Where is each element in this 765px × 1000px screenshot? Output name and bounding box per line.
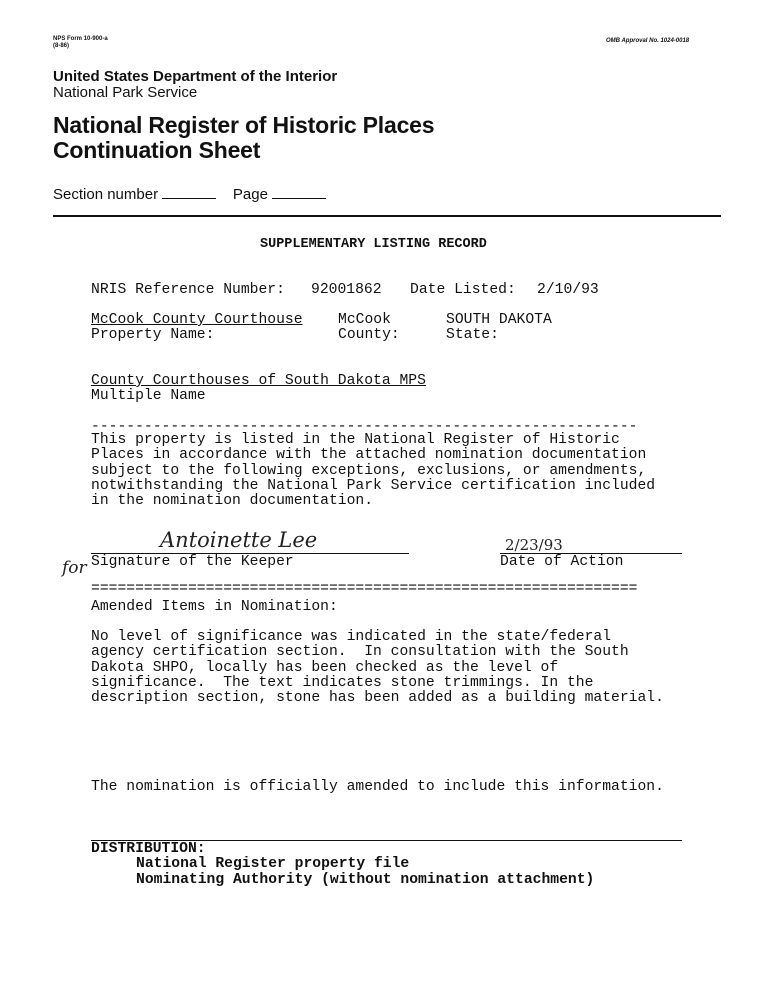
statement-line: notwithstanding the National Park Service certification included xyxy=(91,477,656,494)
date-of-action-label: Date of Action xyxy=(500,554,624,570)
distribution-item: Nominating Authority (without nomination attachment) xyxy=(136,872,595,888)
amended-heading: Amended Items in Nomination: xyxy=(91,599,338,615)
header-rule xyxy=(53,215,721,217)
multiple-name-value: County Courthouses of South Dakota MPS xyxy=(91,373,426,389)
page-label: Page xyxy=(232,186,268,203)
listing-statement xyxy=(91,433,655,509)
date-listed-label: Date Listed: xyxy=(410,282,516,298)
dash-divider: -------------------------------------------------------------- xyxy=(91,419,638,435)
county-label: County: xyxy=(338,327,400,343)
amended-text xyxy=(91,630,664,706)
property-name-label: Property Name: xyxy=(91,327,215,343)
county-value: McCook xyxy=(338,312,391,328)
form-date-code: (8-86) xyxy=(53,43,70,49)
action-date-handwritten: 2/23/93 xyxy=(505,536,563,554)
signature-label: Signature of the Keeper xyxy=(91,554,294,570)
property-name-value: McCook County Courthouse xyxy=(91,312,303,328)
nris-label: NRIS Reference Number: xyxy=(91,282,285,298)
amended-line: significance. The text indicates stone trimmings. In the xyxy=(91,674,594,691)
amended-line: No level of significance was indicated in the state/federal xyxy=(91,629,612,645)
section-number-blank xyxy=(162,197,216,199)
section-page-line xyxy=(53,186,326,203)
multiple-name-label: Multiple Name xyxy=(91,388,206,404)
date-listed-value: 2/10/93 xyxy=(537,282,599,298)
state-value: SOUTH DAKOTA xyxy=(446,312,552,328)
service-name: National Park Service xyxy=(53,84,198,101)
page-number-blank xyxy=(272,197,326,199)
equals-divider: ============================================================== xyxy=(91,581,638,597)
form-number: NPS Form 10-900-a xyxy=(53,36,108,42)
amended-line: Dakota SHPO, locally has been checked as the level of xyxy=(91,659,559,676)
statement-line: This property is listed in the National Register of Historic xyxy=(91,432,620,448)
nris-value: 92001862 xyxy=(311,282,382,298)
initials-mark: for xyxy=(62,558,87,578)
record-heading: SUPPLEMENTARY LISTING RECORD xyxy=(260,237,487,252)
statement-line: subject to the following exceptions, exclusions, or amendments, xyxy=(91,462,647,479)
conclusion-text: The nomination is officially amended to include this information. xyxy=(91,779,664,795)
amended-line: agency certification section. In consultation with the South xyxy=(91,644,629,661)
statement-line: in the nomination documentation. xyxy=(91,493,374,510)
omb-approval: OMB Approval No. 1024-0018 xyxy=(606,38,690,44)
section-number-label: Section number xyxy=(53,186,159,203)
department-name: United States Department of the Interior xyxy=(53,68,338,85)
distribution-label: DISTRIBUTION: xyxy=(91,841,206,857)
page-subtitle: Continuation Sheet xyxy=(53,137,261,163)
page-title: National Register of Historic Places xyxy=(53,112,435,138)
statement-line: Places in accordance with the attached nomination documentation xyxy=(91,447,647,464)
keeper-signature: Antoinette Lee xyxy=(160,528,318,552)
amended-line: description section, stone has been added as a building material. xyxy=(91,690,664,707)
state-label: State: xyxy=(446,327,499,343)
distribution-item: National Register property file xyxy=(136,856,410,872)
